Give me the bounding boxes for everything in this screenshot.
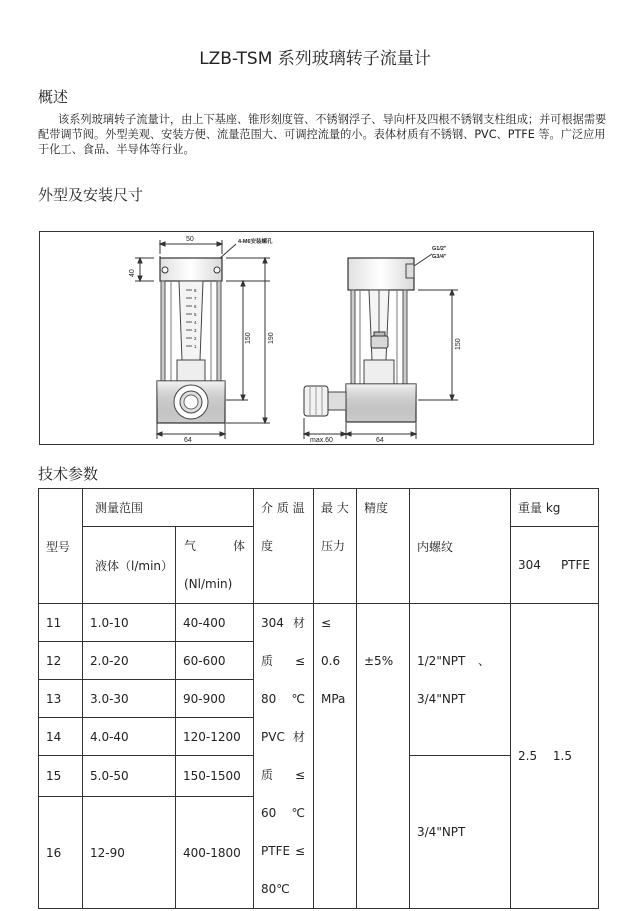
thread-label-2: G3/4" xyxy=(432,254,447,260)
header-accuracy xyxy=(357,489,410,604)
scale-height-label: 150 xyxy=(245,332,252,344)
temp-line: 304 材 xyxy=(261,616,305,630)
header-gas-unit: (Nl/min) xyxy=(184,577,233,591)
overview-text: 该系列玻璃转子流量计，由上下基座、锥形刻度管、不锈钢浮子、导向杆及四根不锈钢支柱组成；并可根据需要配带调节阀。外型美观、安装方便、流量范围大、可调控流量的小。表体材质有不锈钢、PVC、PTFE 等。广泛应用于化工、食品、半导体等行业。 xyxy=(38,113,607,156)
pressure-cell xyxy=(314,604,357,909)
header-gas-b: 体 xyxy=(232,539,245,553)
header-temp-line1: 介 质 温 xyxy=(261,501,305,515)
row-gas: 150-1500 xyxy=(176,756,254,797)
temp-line: PVC 材 xyxy=(261,730,305,744)
thread-cell-2: 3/4"NPT xyxy=(410,756,511,909)
temp-line: 质 ≤ xyxy=(261,654,305,668)
row-model: 11 xyxy=(39,604,83,642)
pressure-line: ≤ xyxy=(321,616,332,630)
header-weight-materials xyxy=(511,527,599,604)
pressure-line: MPa xyxy=(321,692,346,706)
header-weight: 重量 kg xyxy=(511,489,599,527)
header-thread: 内螺纹 xyxy=(410,489,511,604)
base-width-label: 64 xyxy=(184,437,192,444)
scale-number: 6 xyxy=(194,304,197,309)
row-model: 12 xyxy=(39,642,83,680)
row-liquid: 12-90 xyxy=(83,797,176,909)
row-liquid: 3.0-30 xyxy=(83,680,176,718)
scale-number: 2 xyxy=(194,336,197,341)
header-gas-a: 气 xyxy=(184,539,197,553)
row-liquid: 1.0-10 xyxy=(83,604,176,642)
thread-label-1: G1/2" xyxy=(432,246,447,252)
weight-cell xyxy=(511,604,599,909)
scale-number: 8 xyxy=(194,288,197,293)
scale-number: 3 xyxy=(194,328,197,333)
row-model: 13 xyxy=(39,680,83,718)
accuracy-cell xyxy=(357,604,410,909)
header-weight-ptfe: PTFE xyxy=(560,558,590,572)
side-height-label: 150 xyxy=(455,338,462,350)
header-model: 型号 xyxy=(39,489,83,604)
document-title: LZB-TSM 系列玻璃转子流量计 xyxy=(199,49,431,69)
header-temp-line2: 度 xyxy=(261,539,274,553)
specs-heading: 技术参数 xyxy=(38,465,99,483)
row-gas: 120-1200 xyxy=(176,718,254,756)
pressure-line: 0.6 xyxy=(321,654,341,668)
row-liquid: 5.0-50 xyxy=(83,756,176,797)
temp-line: 80 ℃ xyxy=(261,692,305,706)
row-liquid: 2.0-20 xyxy=(83,642,176,680)
dimensions-heading: 外型及安装尺寸 xyxy=(38,186,144,204)
weight-ptfe-value: 1.5 xyxy=(552,749,572,763)
scale-number: 5 xyxy=(194,312,197,317)
row-gas: 400-1800 xyxy=(176,797,254,909)
temp-line: PTFE ≤ xyxy=(261,844,305,858)
header-pressure xyxy=(314,489,357,604)
front-view xyxy=(129,236,275,444)
accuracy-value: ±5% xyxy=(364,654,394,668)
scale-number: 4 xyxy=(194,320,197,325)
header-weight-304: 304 xyxy=(518,558,541,572)
row-model: 16 xyxy=(39,797,83,909)
header-accuracy-label: 精度 xyxy=(364,501,389,515)
front-width-label: 50 xyxy=(186,236,194,243)
scale-number: 1 xyxy=(194,344,197,349)
row-gas: 40-400 xyxy=(176,604,254,642)
thread-separator: 、 xyxy=(477,654,490,668)
row-model: 15 xyxy=(39,756,83,797)
spec-table xyxy=(38,488,599,909)
valve-max-label: max.60 xyxy=(310,437,333,444)
overview-heading: 概述 xyxy=(38,88,69,106)
row-model: 14 xyxy=(39,718,83,756)
thread-cell-1 xyxy=(410,604,511,756)
header-pressure-line1: 最 大 xyxy=(321,501,349,515)
temp-line: 80℃ xyxy=(261,882,290,896)
row-gas: 60-600 xyxy=(176,642,254,680)
top-height-label: 40 xyxy=(129,269,136,277)
temp-line: 60 ℃ xyxy=(261,806,305,820)
header-pressure-line2: 压力 xyxy=(321,539,346,553)
temperature-cell xyxy=(254,604,314,909)
row-gas: 90-900 xyxy=(176,680,254,718)
thread-value: 3/4"NPT xyxy=(417,692,466,706)
total-height-label: 190 xyxy=(268,332,275,344)
table-row xyxy=(39,604,599,642)
header-range: 测量范围 xyxy=(83,489,254,527)
weight-304-value: 2.5 xyxy=(518,749,538,763)
header-liquid: 液体（l/min） xyxy=(83,527,176,604)
header-temperature xyxy=(254,489,314,604)
mounting-holes-label: 4-M6安装螺孔 xyxy=(238,239,273,245)
thread-value: 1/2"NPT xyxy=(417,654,466,668)
side-view xyxy=(304,246,462,444)
temp-line: 质 ≤ xyxy=(261,768,305,782)
header-gas xyxy=(176,527,254,604)
overview-paragraph xyxy=(38,112,613,157)
scale-number: 7 xyxy=(194,296,197,301)
side-base-width-label: 64 xyxy=(376,437,384,444)
row-liquid: 4.0-40 xyxy=(83,718,176,756)
dimension-drawing xyxy=(39,231,594,445)
